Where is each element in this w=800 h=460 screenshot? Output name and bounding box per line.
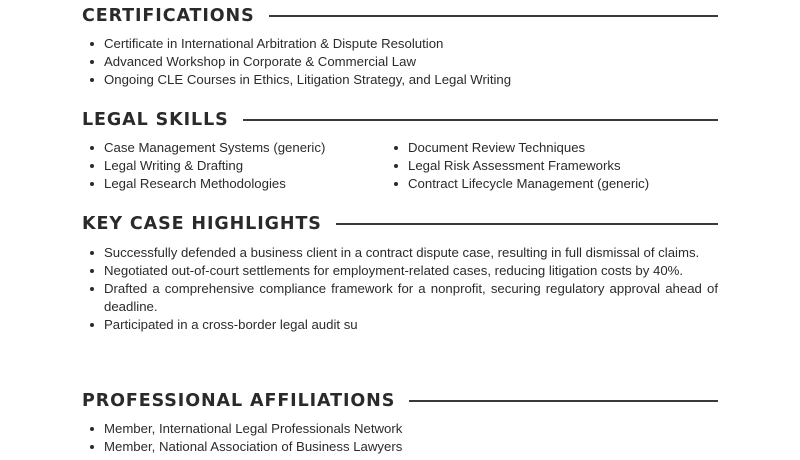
- certifications-title: CERTIFICATIONS: [82, 6, 255, 26]
- list-item: Negotiated out-of-court settlements for employment-related cases, reducing litigation costs by 40%.: [82, 262, 718, 280]
- list-item: Document Review Techniques: [386, 139, 718, 157]
- certifications-header: [82, 4, 718, 28]
- list-item: Contract Lifecycle Management (generic): [386, 175, 718, 193]
- legal-skills-title: LEGAL SKILLS: [82, 110, 229, 130]
- legal-skills-left-list: [82, 139, 386, 193]
- list-item: Certificate in International Arbitration & Dispute Resolution: [82, 35, 718, 53]
- list-item: Ongoing CLE Courses in Ethics, Litigation Strategy, and Legal Writing: [82, 71, 718, 89]
- professional-affiliations-title: PROFESSIONAL AFFILIATIONS: [82, 391, 396, 411]
- certifications-section: [82, 4, 718, 89]
- list-item: Legal Risk Assessment Frameworks: [386, 157, 718, 175]
- list-item: Participated in a cross-border legal audit su: [82, 316, 718, 334]
- list-item: Member, National Association of Business Lawyers: [82, 438, 718, 456]
- key-case-highlights-header: [82, 212, 718, 236]
- legal-skills-section: [82, 108, 718, 193]
- list-item: Legal Writing & Drafting: [82, 157, 386, 175]
- list-item: Successfully defended a business client in a contract dispute case, resulting in full dismissal of claims.: [82, 244, 718, 262]
- list-item: Legal Research Methodologies: [82, 175, 386, 193]
- key-case-highlights-list: [82, 244, 718, 334]
- list-item: Advanced Workshop in Corporate & Commercial Law: [82, 53, 718, 71]
- section-divider: [409, 400, 718, 402]
- key-case-highlights-title: KEY CASE HIGHLIGHTS: [82, 214, 322, 234]
- section-divider: [336, 223, 718, 225]
- key-case-highlights-section: [82, 212, 718, 334]
- professional-affiliations-section: [82, 389, 718, 456]
- certifications-list: [82, 35, 718, 89]
- legal-skills-header: [82, 108, 718, 132]
- professional-affiliations-header: [82, 389, 718, 413]
- list-item: Case Management Systems (generic): [82, 139, 386, 157]
- legal-skills-right-list: [386, 139, 718, 193]
- legal-skills-columns: [82, 139, 718, 193]
- list-item: Member, International Legal Professionals Network: [82, 420, 718, 438]
- section-divider: [269, 15, 718, 17]
- list-item: Drafted a comprehensive compliance framework for a nonprofit, securing regulatory approval ahead of deadline.: [82, 280, 718, 316]
- section-divider: [243, 119, 718, 121]
- professional-affiliations-list: [82, 420, 718, 456]
